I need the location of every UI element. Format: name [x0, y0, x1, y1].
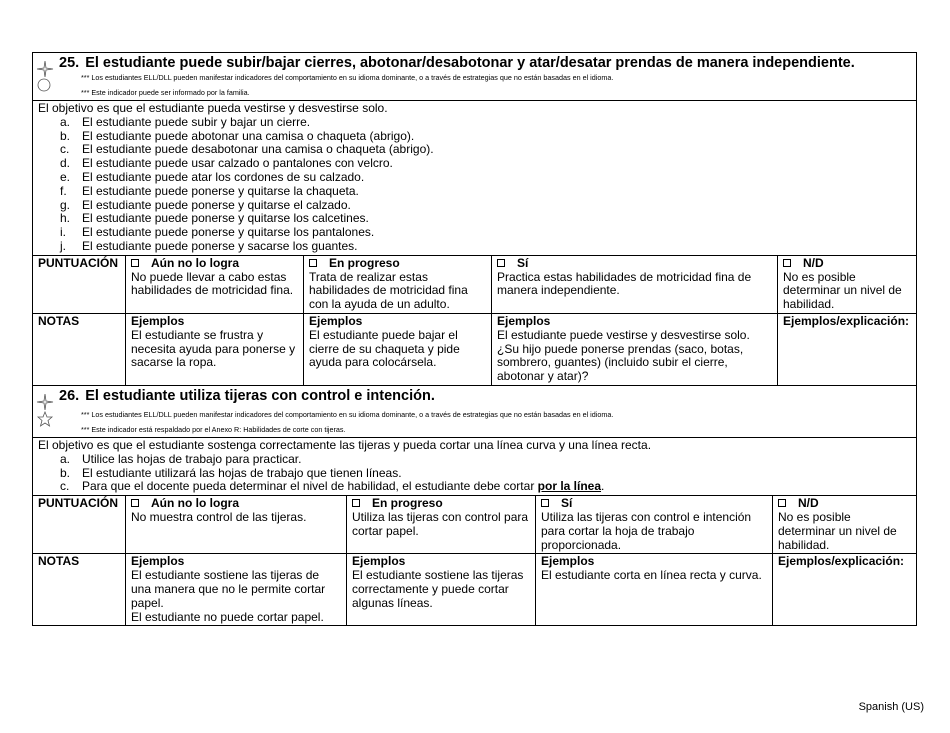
- item-note-ell: *** Los estudiantes ELL/DLL pueden manifestar indicadores del comportamiento en su idioma dominante, o a través de estrategias que no están basadas en el idioma.: [81, 73, 614, 82]
- list-item: a. Utilice las hojas de trabajo para practicar.: [60, 451, 302, 466]
- list-item: d. El estudiante puede usar calzado o pantalones con velcro.: [60, 156, 393, 171]
- score-label: PUNTUACIÓN: [33, 255, 126, 313]
- checkbox[interactable]: [783, 259, 791, 267]
- notes-cell: Ejemplos El estudiante sostiene las tijeras de una manera que no le permite cortar papel. El estudiante no puede cortar papel.: [126, 554, 347, 626]
- score-option-in-progress[interactable]: En progreso Utiliza las tijeras con control para cortar papel.: [347, 496, 536, 554]
- item-26-rubric: [32, 495, 917, 626]
- item-26-icons: [36, 394, 54, 428]
- notes-cell-explanation[interactable]: Ejemplos/explicación:: [773, 554, 917, 626]
- notes-cell: Ejemplos El estudiante sostiene las tijeras correctamente y puede cortar algunas líneas.: [347, 554, 536, 626]
- score-option-na[interactable]: N/D No es posible determinar un nivel de habilidad.: [773, 496, 917, 554]
- checkbox[interactable]: [778, 499, 786, 507]
- item-25-title: [59, 55, 910, 72]
- list-item: c. El estudiante puede desabotonar una camisa o chaqueta (abrigo).: [60, 142, 434, 157]
- assessment-sheet: [32, 52, 917, 626]
- list-item: h. El estudiante puede ponerse y quitarse los calcetines.: [60, 211, 369, 226]
- list-item: c. Para que el docente pueda determinar el nivel de habilidad, el estudiante debe cortar por la línea.: [60, 479, 605, 494]
- circle-icon: [36, 78, 54, 92]
- notes-label: NOTAS: [33, 554, 126, 626]
- checkbox[interactable]: [497, 259, 505, 267]
- item-note-annex: *** Este indicador está respaldado por el Anexo R: Habilidades de corte con tijeras.: [81, 424, 346, 434]
- list-item: i. El estudiante puede ponerse y quitarse los pantalones.: [60, 225, 375, 240]
- notes-label: NOTAS: [33, 313, 126, 385]
- notes-cell: Ejemplos El estudiante corta en línea recta y curva.: [536, 554, 773, 626]
- item-25-objective: [32, 100, 917, 255]
- item-25-rubric: [32, 255, 917, 386]
- item-title-text: El estudiante puede subir/bajar cierres, abotonar/desabotonar y atar/desatar prendas de manera independiente.: [85, 55, 855, 71]
- checkbox[interactable]: [131, 499, 139, 507]
- item-title-text: El estudiante utiliza tijeras con control e intención.: [85, 387, 435, 404]
- score-row: [33, 496, 917, 554]
- language-footer: Spanish (US): [858, 701, 924, 713]
- checkbox[interactable]: [131, 259, 139, 267]
- list-item: j. El estudiante puede ponerse y sacarse los guantes.: [60, 238, 358, 253]
- score-option-not-yet[interactable]: Aún no lo logra No muestra control de las tijeras.: [126, 496, 347, 554]
- objective-list: [38, 116, 911, 254]
- list-item: g. El estudiante puede ponerse y quitarse el calzado.: [60, 197, 351, 212]
- notes-cell: Ejemplos El estudiante se frustra y necesita ayuda para ponerse y sacarse la ropa.: [126, 313, 304, 385]
- notes-row: [33, 313, 917, 385]
- item-number: 25.: [59, 55, 80, 71]
- list-item: a. El estudiante puede subir y bajar un cierre.: [60, 114, 311, 129]
- score-row: [33, 255, 917, 313]
- item-26-title: [59, 388, 910, 405]
- objective-text: El objetivo es que el estudiante sostenga correctamente las tijeras y pueda cortar una línea curva y una línea recta.: [38, 437, 652, 452]
- score-option-yes[interactable]: Sí Practica estas habilidades de motricidad fina de manera independiente.: [492, 255, 778, 313]
- list-item: e. El estudiante puede atar los cordones de su calzado.: [60, 169, 365, 184]
- notes-cell-explanation[interactable]: Ejemplos/explicación:: [778, 313, 917, 385]
- list-item: f. El estudiante puede ponerse y quitarse la chaqueta.: [60, 183, 359, 198]
- item-26-objective: [32, 437, 917, 495]
- item-note-ell: *** Los estudiantes ELL/DLL pueden manifestar indicadores del comportamiento en su idioma dominante, o a través de estrategias que no están basadas en el idioma.: [81, 409, 614, 419]
- emphasis-text: por la línea: [537, 479, 602, 494]
- notes-cell: Ejemplos El estudiante puede vestirse y desvestirse solo. ¿Su hijo puede ponerse prendas (saco, botas, sombrero, guantes) (incluido subir el cierre, abotonar y atar)?: [492, 313, 778, 385]
- score-option-not-yet[interactable]: Aún no lo logra No puede llevar a cabo estas habilidades de motricidad fina.: [126, 255, 304, 313]
- star-icon: [36, 411, 54, 427]
- sparkle-icon: [36, 394, 54, 410]
- notes-row: [33, 554, 917, 626]
- item-25-header: [32, 52, 917, 100]
- score-label: PUNTUACIÓN: [33, 496, 126, 554]
- item-note-family: *** Este indicador puede ser informado por la familia.: [81, 88, 250, 97]
- score-option-na[interactable]: N/D No es posible determinar un nivel de habilidad.: [778, 255, 917, 313]
- sparkle-icon: [36, 61, 54, 77]
- score-option-yes[interactable]: Sí Utiliza las tijeras con control e intención para cortar la hoja de trabajo proporcionada.: [536, 496, 773, 554]
- list-item: b. El estudiante puede abotonar una camisa o chaqueta (abrigo).: [60, 128, 415, 143]
- notes-cell: Ejemplos El estudiante puede bajar el cierre de su chaqueta y pide ayuda para colocársela.: [304, 313, 492, 385]
- objective-text: El objetivo es que el estudiante pueda vestirse y desvestirse solo.: [38, 101, 388, 115]
- checkbox[interactable]: [309, 259, 317, 267]
- item-number: 26.: [59, 387, 80, 404]
- checkbox[interactable]: [352, 499, 360, 507]
- checkbox[interactable]: [541, 499, 549, 507]
- score-option-in-progress[interactable]: En progreso Trata de realizar estas habilidades de motricidad fina con la ayuda de un adulto.: [304, 255, 492, 313]
- objective-list: [38, 453, 911, 494]
- item-25-icons: [36, 61, 54, 93]
- item-26-header: [32, 386, 917, 437]
- list-item: b. El estudiante utilizará las hojas de trabajo que tienen líneas.: [60, 465, 402, 480]
